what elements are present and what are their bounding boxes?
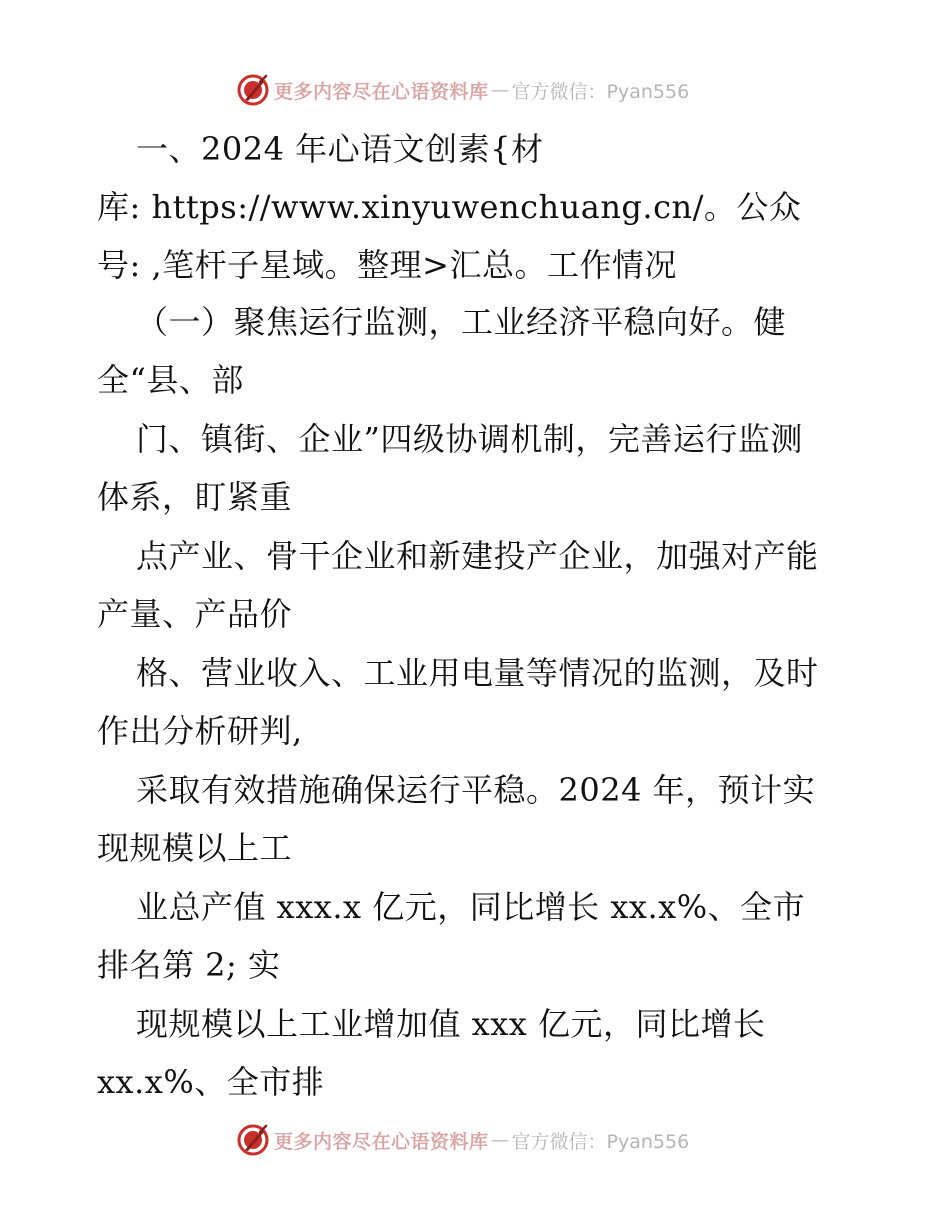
doc-line-2: 库: https://www.xinyuwenchuang.cn/。公众 — [97, 188, 802, 226]
banner-wechat: 官方微信：Pyan556 — [511, 1130, 690, 1153]
doc-line-10: 格、营业收入、工业用电量等情况的监测，及时 — [136, 654, 819, 692]
quill-pen-circle-logo-icon — [236, 73, 270, 107]
banner-title: 更多内容尽在心语资料库 — [274, 1130, 489, 1153]
doc-line-9: 产量、产品价 — [97, 595, 293, 633]
banner-wechat: 官方微信：Pyan556 — [511, 80, 690, 103]
doc-line-7: 体系，盯紧重 — [97, 478, 293, 516]
doc-line-5: 全“县、部 — [97, 361, 244, 399]
quill-pen-circle-logo-icon — [236, 1123, 270, 1157]
header-banner — [236, 72, 756, 108]
footer-banner — [236, 1122, 756, 1158]
doc-line-13: 现规模以上工 — [97, 829, 293, 867]
doc-line-16: 现规模以上工业增加值 xxx 亿元，同比增长 — [136, 1005, 766, 1043]
doc-line-15: 排名第 2; 实 — [97, 946, 281, 984]
doc-line-1: 一、2024 年心语文创素{材 — [136, 130, 544, 168]
doc-line-3: 号: ,笔杆子星域。整理>汇总。工作情况 — [97, 246, 677, 284]
banner-title: 更多内容尽在心语资料库 — [274, 80, 489, 103]
doc-line-14: 业总产值 xxx.x 亿元，同比增长 xx.x%、全市 — [136, 888, 806, 926]
banner-separator: — — [490, 79, 510, 101]
doc-line-6: 门、镇街、企业”四级协调机制，完善运行监测 — [136, 420, 803, 458]
banner-separator: — — [490, 1129, 510, 1151]
doc-line-4: （一）聚焦运行监测，工业经济平稳向好。健 — [136, 303, 787, 341]
doc-line-8: 点产业、骨干企业和新建投产企业，加强对产能 — [136, 537, 819, 575]
doc-line-12: 采取有效措施确保运行平稳。2024 年，预计实 — [136, 771, 816, 809]
doc-line-17: xx.x%、全市排 — [97, 1063, 325, 1101]
doc-line-11: 作出分析研判, — [97, 712, 303, 750]
